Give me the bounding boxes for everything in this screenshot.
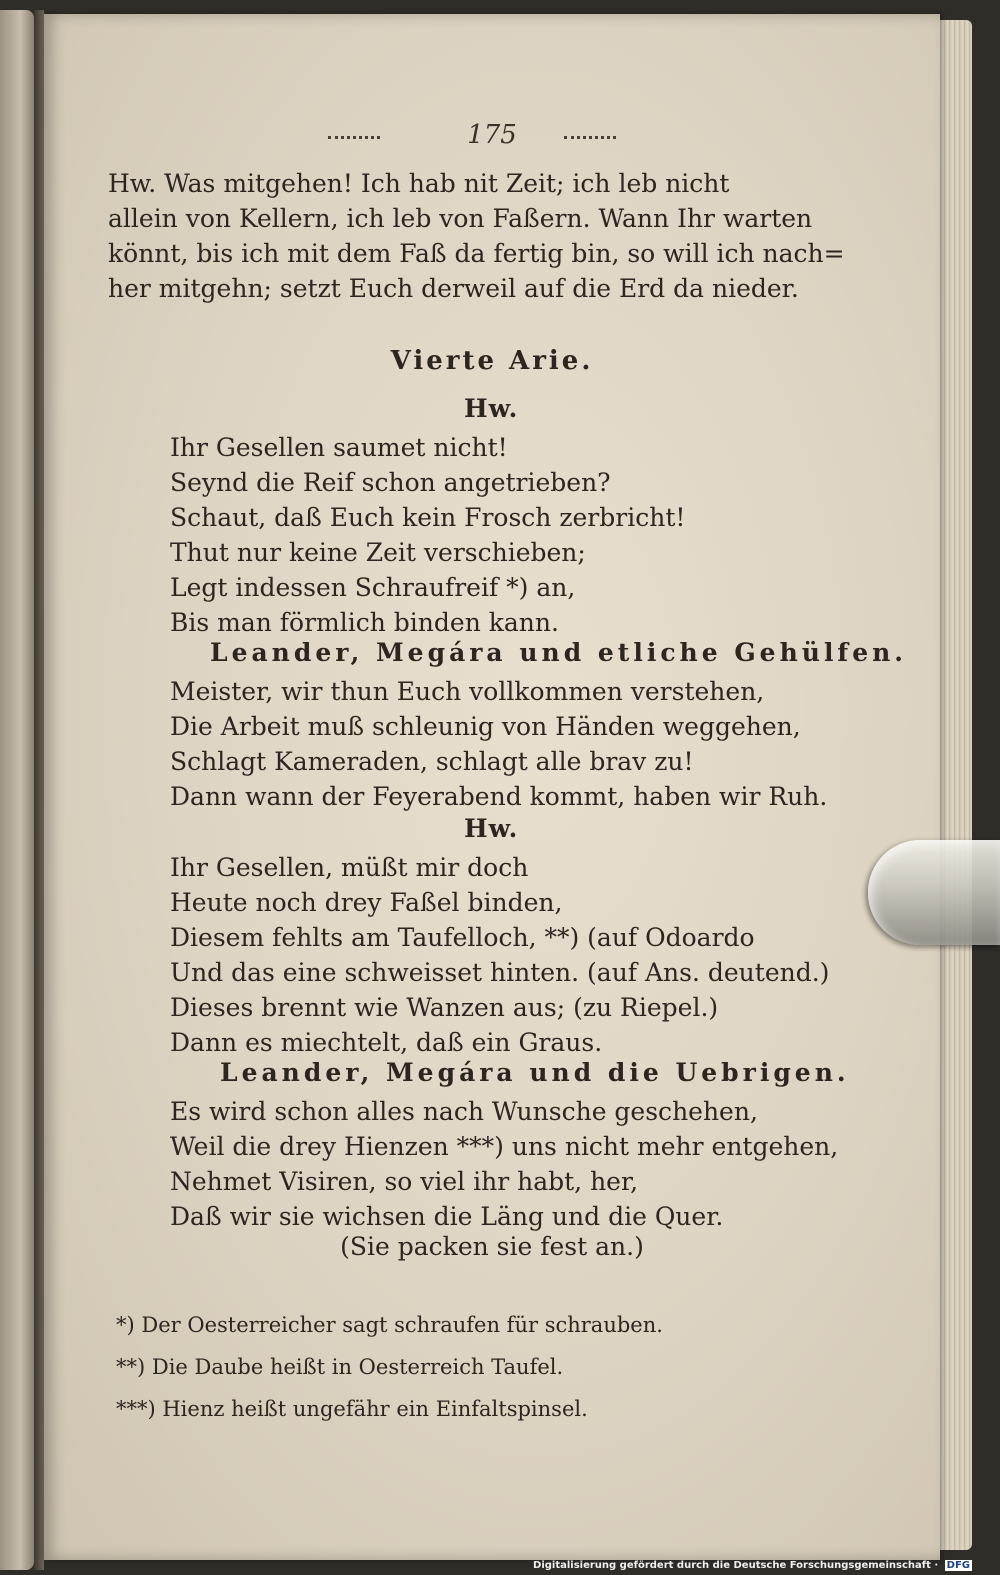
verse-line: Legt indessen Schraufreif *) an, <box>170 573 576 602</box>
left-page-edge <box>0 10 34 1570</box>
page-clip <box>868 840 1000 945</box>
speaker-name: Hw. <box>464 814 519 843</box>
verse-line: Diesem fehlts am Taufelloch, **) (auf Odoardo <box>170 923 755 952</box>
verse-block <box>170 430 685 640</box>
footnotes <box>116 1304 663 1430</box>
credit-text: Digitalisierung gefördert durch die Deutsche Forschungsgemeinschaft <box>533 1560 931 1571</box>
verse-line: Schlagt Kameraden, schlagt alle brav zu! <box>170 747 694 776</box>
verse-line: Bis man förmlich binden kann. <box>170 608 559 637</box>
verse-line: Thut nur keine Zeit verschieben; <box>170 538 586 567</box>
paragraph-line: her mitgehn; setzt Euch derweil auf die Erd da nieder. <box>108 274 799 303</box>
header-rule-right <box>564 136 616 139</box>
verse-line: Dann es miechtelt, daß ein Graus. <box>170 1028 603 1057</box>
paragraph-line: könnt, bis ich mit dem Faß da fertig bin, so will ich nach= <box>108 239 845 268</box>
prose-paragraph <box>108 166 868 306</box>
stage-direction: (Sie packen sie fest an.) <box>340 1232 644 1261</box>
page-header <box>44 114 940 154</box>
book-page <box>44 14 940 1560</box>
verse-line: Ihr Gesellen saumet nicht! <box>170 433 508 462</box>
footnote: ***) Hienz heißt ungefähr ein Einfaltspinsel. <box>116 1397 588 1421</box>
verse-block <box>170 1094 838 1234</box>
footnote: *) Der Oesterreicher sagt schraufen für schrauben. <box>116 1313 663 1337</box>
book-gutter <box>34 10 44 1570</box>
verse-line: Es wird schon alles nach Wunsche geschehen, <box>170 1097 758 1126</box>
speaker-name: Hw. <box>464 394 519 423</box>
verse-line: Die Arbeit muß schleunig von Händen weggehen, <box>170 712 801 741</box>
dfg-logo: DFG <box>946 1560 970 1571</box>
speaker-name: Leander, Megára und die Uebrigen. <box>220 1058 850 1087</box>
verse-line: Und das eine schweisset hinten. (auf Ans. deutend.) <box>170 958 830 987</box>
verse-line: Dann wann der Feyerabend kommt, haben wir Ruh. <box>170 782 828 811</box>
speaker-name: Leander, Megára und etliche Gehülfen. <box>210 638 907 667</box>
verse-line: Dieses brennt wie Wanzen aus; (zu Riepel.) <box>170 993 719 1022</box>
verse-line: Daß wir sie wichsen die Läng und die Quer. <box>170 1202 724 1231</box>
header-rule-left <box>328 136 380 139</box>
verse-line: Heute noch drey Faßel binden, <box>170 888 563 917</box>
verse-line: Schaut, daß Euch kein Frosch zerbricht! <box>170 503 686 532</box>
verse-line: Seynd die Reif schon angetrieben? <box>170 468 611 497</box>
paragraph-line: Hw. Was mitgehen! Ich hab nit Zeit; ich leb nicht <box>108 169 730 198</box>
page-number: 175 <box>467 120 517 150</box>
verse-line: Nehmet Visiren, so viel ihr habt, her, <box>170 1167 639 1196</box>
verse-block <box>170 674 827 814</box>
verse-line: Weil die drey Hienzen ***) uns nicht mehr entgehen, <box>170 1132 839 1161</box>
verse-line: Ihr Gesellen, müßt mir doch <box>170 853 529 882</box>
aria-title: Vierte Arie. <box>390 346 594 376</box>
footnote: **) Die Daube heißt in Oesterreich Taufel. <box>116 1355 564 1379</box>
verse-line: Meister, wir thun Euch vollkommen verstehen, <box>170 677 765 706</box>
digitization-credit: Digitalisierung gefördert durch die Deutsche Forschungsgemeinschaft · DFG <box>533 1560 970 1571</box>
verse-block <box>170 850 829 1060</box>
paragraph-line: allein von Kellern, ich leb von Faßern. Wann Ihr warten <box>108 204 813 233</box>
